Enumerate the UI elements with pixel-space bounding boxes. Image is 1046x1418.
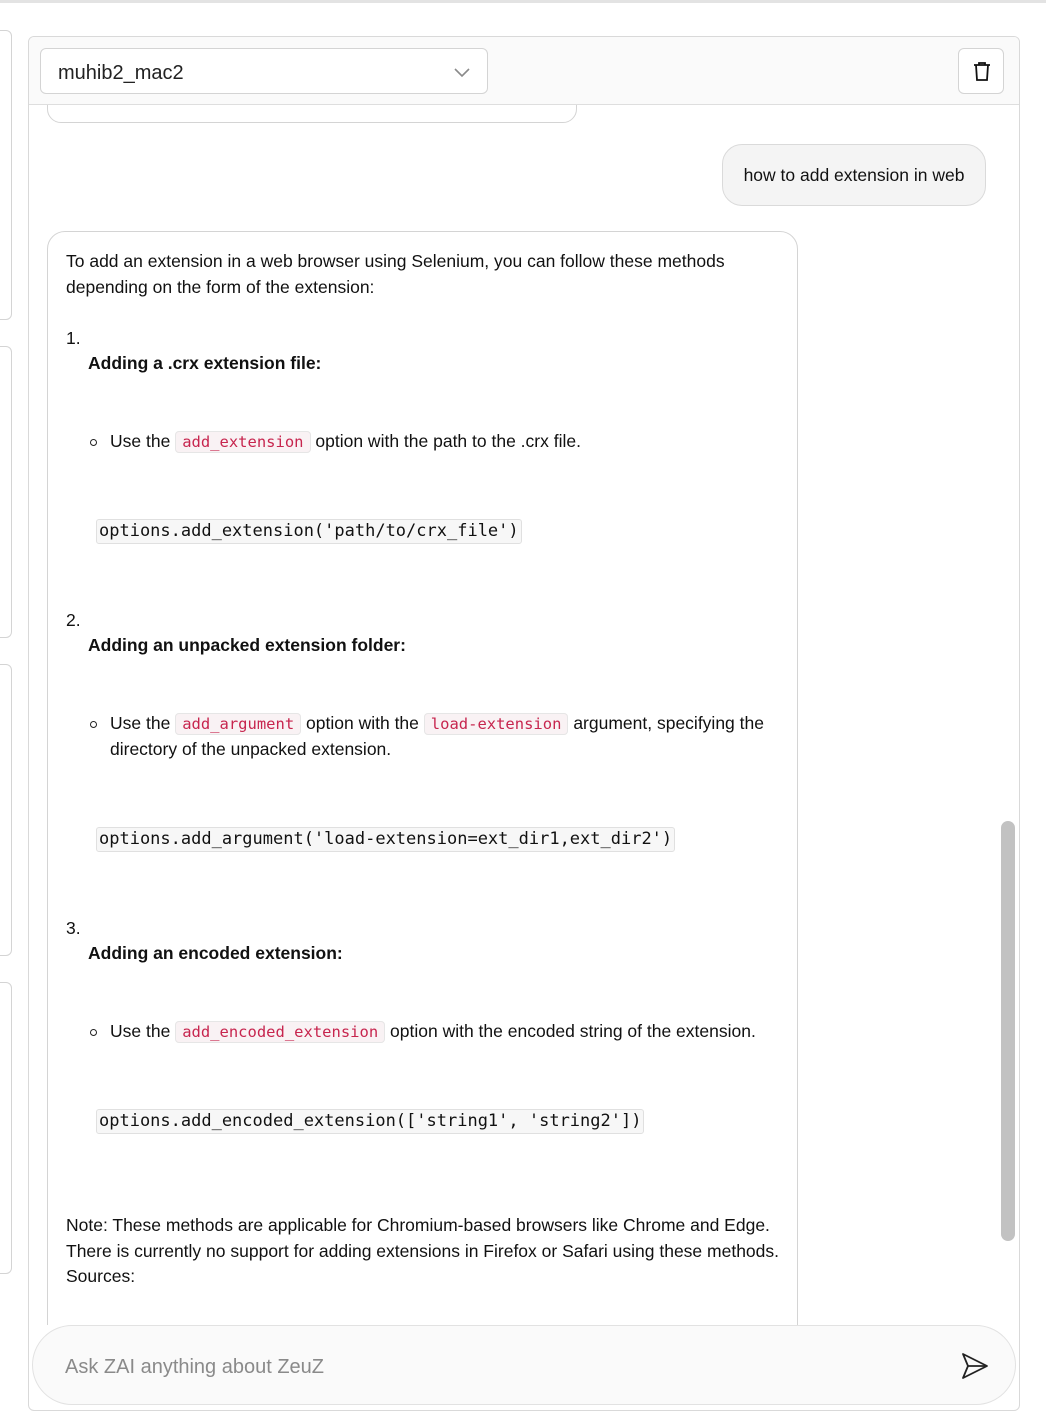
chat-messages[interactable] (29, 105, 1019, 1325)
step-2-bullet (90, 711, 770, 762)
bullet-text: Use the (110, 431, 171, 451)
bullet-dot (90, 439, 97, 446)
sources-label: Sources: (66, 1266, 136, 1286)
bullet-text: Use the (110, 713, 171, 733)
chevron-down-icon (453, 63, 471, 81)
assistant-intro: To add an extension in a web browser using Selenium, you can follow these methods depending on the form of the extension: (66, 251, 725, 297)
user-message (722, 144, 986, 206)
composer (32, 1325, 1016, 1405)
chat-scrollbar-thumb[interactable] (1001, 821, 1015, 1241)
send-icon[interactable] (959, 1350, 991, 1382)
bullet-text: option with the (306, 713, 419, 733)
trash-icon (971, 60, 993, 82)
step-3 (66, 916, 343, 966)
step-3-bullet (90, 1019, 770, 1045)
bullet-dot (90, 721, 97, 728)
step-number: 1. (66, 328, 81, 348)
window-top-border (0, 0, 1046, 3)
side-card[interactable] (0, 982, 12, 1274)
code-block: options.add_encoded_extension(['string1', 'string2']) (96, 1109, 644, 1134)
code-block: options.add_argument('load-extension=ext_dir1,ext_dir2') (96, 827, 675, 852)
assistant-note (66, 1213, 781, 1290)
inline-code: add_argument (175, 713, 301, 735)
bullet-dot (90, 1029, 97, 1036)
bullet-text: option with the encoded string of the extension. (390, 1021, 756, 1041)
machine-select-value: muhib2_mac2 (58, 62, 184, 84)
chat-header (29, 37, 1019, 105)
step-1 (66, 326, 321, 376)
bullet-text: argument, specifying the directory of the unpacked extension. (110, 713, 764, 759)
step-1-bullet (90, 429, 770, 455)
inline-code: add_extension (175, 431, 310, 453)
user-message-text: how to add extension in web (743, 164, 965, 185)
note-text: Note: These methods are applicable for Chromium-based browsers like Chrome and Edge. There is currently no support for adding extensions in Firefox or Safari using these methods. (66, 1215, 780, 1261)
side-card[interactable] (0, 346, 12, 638)
bullet-text: Use the (110, 1021, 171, 1041)
inline-code: add_encoded_extension (175, 1021, 385, 1043)
step-title: Adding an encoded extension: (88, 943, 343, 963)
side-card[interactable] (0, 664, 12, 956)
step-title: Adding an unpacked extension folder: (88, 635, 406, 655)
step-number: 3. (66, 918, 81, 938)
inline-code: load-extension (424, 713, 569, 735)
step-2 (66, 608, 406, 658)
machine-select[interactable] (40, 48, 488, 94)
step-number: 2. (66, 610, 81, 630)
previous-message (47, 105, 577, 123)
assistant-message (47, 231, 798, 1325)
side-card[interactable] (0, 30, 12, 320)
chat-panel (28, 36, 1020, 1411)
bullet-text: option with the path to the .crx file. (315, 431, 581, 451)
step-title: Adding a .crx extension file: (88, 353, 322, 373)
chat-input[interactable] (63, 1344, 927, 1390)
clear-chat-button[interactable] (958, 48, 1004, 94)
code-block: options.add_extension('path/to/crx_file') (96, 519, 522, 544)
